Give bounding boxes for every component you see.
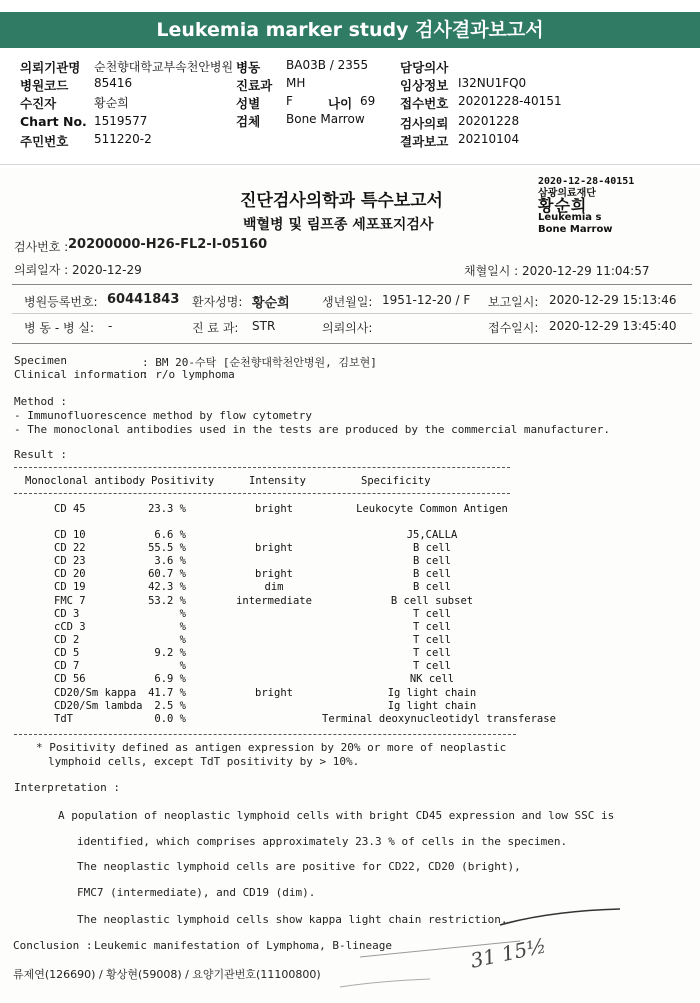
signers-footer: 류제연(126690) / 황상현(59008) / 요양기관번호(11100800) [13,968,321,981]
result-cell-spec: T cell [413,660,451,672]
method-line-1: - Immunofluorescence method by flow cytometry [14,409,313,422]
value-institution: 순천향대학교부속천안병원 [94,60,234,74]
label-chart-no: Chart No. [20,114,87,129]
result-cell-spec: B cell [413,542,451,554]
result-cell-spec: T cell [413,634,451,646]
stamp-line2: Bone Marrow [538,224,613,235]
result-cell-int: bright [255,542,293,554]
result-cell-ab: CD 2 [54,634,80,646]
result-cell-pos: 2.5 % [154,700,186,712]
conclusion-label: Conclusion : [13,939,93,952]
report-subtitle: 백혈병 및 림프종 세포표지검사 [243,217,434,233]
value-age: 69 [360,94,376,108]
result-cell-spec: B cell [413,568,451,580]
stamp-name: 황순희 [538,196,588,215]
result-cell-int: bright [255,687,293,699]
result-cell-pos: 6.9 % [154,673,186,685]
conclusion-value: Leukemic manifestation of Lymphoma, B-lineage [94,939,393,952]
label-patient: 수진자 [20,96,57,111]
result-cell-spec: B cell [413,581,451,593]
result-cell-pos: 42.3 % [148,581,186,593]
stamp-date: 2020-12-28-40151 [538,176,635,187]
interpretation-line-5: The neoplastic lymphoid cells show kappa light chain restriction. [77,913,508,926]
footnote-line-2: lymphoid cells, except TdT positivity by > 10%. [48,755,360,768]
label-dept: 진료과 [236,78,273,93]
col-positivity: Positivity [151,475,215,487]
specimen-label-stamp [538,176,634,236]
result-cell-int: bright [255,503,293,515]
top-strip [0,0,700,10]
result-cell-ab: CD 20 [54,568,86,580]
value-accession: 20201228-40151 [458,94,562,108]
collect-date: 채혈일시 : 2020-12-29 11:04:57 [464,264,650,278]
result-cell-spec: Terminal deoxynucleotidyl transferase [322,713,556,725]
value-patient: 황순희 [94,96,129,110]
result-cell-pos: 9.2 % [154,647,186,659]
report-title: 진단검사의학과 특수보고서 [240,191,443,211]
dept-value: STR [252,319,276,333]
value-hospital-code: 85416 [94,76,133,90]
label-ward: 병동 [236,60,261,75]
result-cell-pos: % [179,634,186,646]
clinical-info-label: Clinical information [14,368,147,381]
result-cell-pos: 23.3 % [148,503,186,515]
result-cell-pos: 0.0 % [154,713,186,725]
method-line-2: - The monoclonal antibodies used in the tests are produced by the commercial manufacturer. [14,423,611,436]
interpretation-line-2: identified, which comprises approximately 23.3 % of cells in the specimen. [77,835,568,848]
result-cell-int: intermediate [236,595,312,607]
interpretation-line-1: A population of neoplastic lymphoid cells with bright CD45 expression and low SSC is [58,809,615,822]
value-request-date: 20201228 [458,114,520,128]
value-sex: F [286,94,293,108]
result-cell-ab: CD 5 [54,647,80,659]
stamp-org: 삼광의료재단 [538,188,596,199]
result-cell-spec: NK cell [409,673,455,685]
stamp-line1: Leukemia s [538,212,602,223]
footnote-line-1: * Positivity defined as antigen expression by 20% or more of neoplastic [36,741,507,754]
result-rule-top [14,467,510,468]
exam-number-label: 검사번호 : [14,240,69,254]
result-cell-ab: CD20/Sm kappa [54,687,137,699]
result-cell-ab: CD 7 [54,660,80,672]
value-dept: MH [286,76,306,90]
label-clinical-info: 임상정보 [400,78,449,93]
label-report-date: 결과보고 [400,134,449,149]
dept-label: 진 료 과: [192,321,239,335]
result-cell-ab: CD 19 [54,581,86,593]
result-rule-bottom [14,734,516,735]
label-physician: 담당의사 [400,60,449,75]
doctor-label: 의뢰의사: [322,321,373,335]
result-cell-ab: CD20/Sm lambda [54,700,143,712]
value-specimen: Bone Marrow [286,112,365,126]
ward-label: 병 동 - 병 실: [24,321,94,335]
value-resident-no: 511220-2 [94,132,152,146]
reg-label: 병원등록번호: [24,295,98,309]
result-cell-ab: CD 3 [54,608,80,620]
result-cell-ab: TdT [54,713,73,725]
interpretation-line-3: The neoplastic lymphoid cells are positive for CD22, CD20 (bright), [77,860,521,873]
result-cell-int: bright [255,568,293,580]
report-header: Leukemia marker study 검사결과보고서 [0,12,700,48]
result-cell-spec: T cell [413,647,451,659]
request-date: 의뢰일자 : 2020-12-29 [14,263,142,277]
col-intensity: Intensity [249,475,306,487]
result-cell-spec: T cell [413,608,451,620]
result-cell-pos: 55.5 % [148,542,186,554]
label-resident-no: 주민번호 [20,134,69,149]
result-cell-spec: J5,CALLA [406,529,458,541]
result-heading: Result : [14,448,67,461]
label-institution: 의뢰기관명 [20,60,81,75]
result-cell-ab: FMC 7 [54,595,86,607]
result-cell-ab: CD 10 [54,529,86,541]
result-cell-spec: B cell [413,555,451,567]
label-specimen: 검체 [236,114,261,129]
label-accession: 접수번호 [400,96,449,111]
result-cell-pos: 53.2 % [148,595,186,607]
registration-box-divider [12,313,692,314]
result-cell-ab: cCD 3 [54,621,86,633]
recv-value: 2020-12-29 13:45:40 [549,319,677,333]
result-cell-ab: CD 45 [54,503,86,515]
specimen-value: : BM 20-수탁 [순천향대학천안병원, 김보현] [142,356,377,369]
result-cell-pos: % [179,660,186,672]
ward-value: - [108,319,113,333]
result-cell-spec: Leukocyte Common Antigen [356,503,508,515]
value-report-date: 20210104 [458,132,520,146]
reg-value: 60441843 [107,292,180,307]
dob-label: 생년월일: [322,295,373,309]
col-antibody: Monoclonal antibody [25,475,146,487]
result-cell-pos: 6.6 % [154,529,186,541]
method-heading: Method : [14,395,67,408]
col-specificity: Specificity [361,475,431,487]
result-rule-mid [14,493,510,494]
result-cell-spec: Ig light chain [387,687,477,699]
result-cell-int: dim [264,581,284,593]
patient-value: 황순희 [252,296,290,311]
result-cell-spec: T cell [413,621,451,633]
patient-label: 환자성명: [192,295,243,309]
result-cell-pos: 60.7 % [148,568,186,580]
result-cell-ab: CD 22 [54,542,86,554]
label-sex: 성별 [236,96,261,111]
result-cell-ab: CD 56 [54,673,86,685]
label-request-date: 검사의뢰 [400,116,449,131]
label-hospital-code: 병원코드 [20,78,69,93]
value-ward: BA03B / 2355 [286,58,369,72]
interpretation-line-4: FMC7 (intermediate), and CD19 (dim). [77,886,316,899]
report-time-label: 보고일시: [488,295,539,309]
result-cell-ab: CD 23 [54,555,86,567]
result-cell-spec: Ig light chain [387,700,477,712]
recv-label: 접수일시: [488,321,539,335]
result-cell-pos: 3.6 % [154,555,186,567]
clinical-info-value: : r/o lymphoma [142,368,235,381]
report-time-value: 2020-12-29 15:13:46 [549,293,677,307]
result-cell-pos: % [179,608,186,620]
value-chart-no: 1519577 [94,114,148,128]
value-clinical-info: I32NU1FQ0 [458,76,527,90]
interpretation-heading: Interpretation : [14,781,120,794]
specimen-label: Specimen [14,354,67,367]
exam-number: 20200000-H26-FL2-I-05160 [68,237,268,252]
result-cell-spec: B cell subset [390,595,474,607]
label-age: 나이 [328,96,353,111]
dob-value: 1951-12-20 / F [382,293,471,307]
handwriting-mark: 31 15½ [468,933,549,973]
result-cell-pos: 41.7 % [148,687,186,699]
result-cell-pos: % [179,621,186,633]
